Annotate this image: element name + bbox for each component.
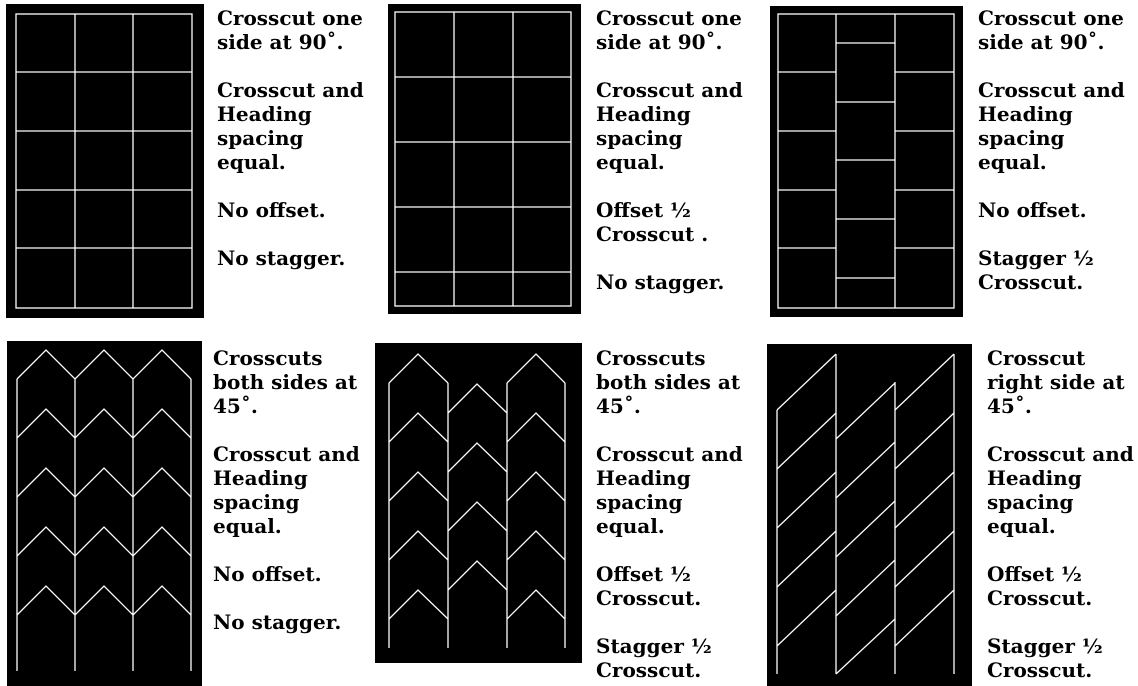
description-line: No stagger. bbox=[217, 246, 346, 270]
chevron-crosscut bbox=[507, 354, 565, 383]
chevron-crosscut bbox=[389, 531, 448, 560]
pattern-description-5 bbox=[596, 346, 761, 682]
description-line: Crosscut and Heading spacing equal. bbox=[213, 442, 360, 538]
diagonal-crosscut bbox=[895, 472, 954, 528]
description-line: Stagger ½ Crosscut. bbox=[987, 634, 1103, 682]
description-line: No offset. bbox=[217, 198, 326, 222]
pattern-diagram-6 bbox=[767, 344, 972, 686]
diagonal-crosscut bbox=[895, 413, 954, 469]
diagonal-crosscut bbox=[836, 501, 895, 557]
chevron-crosscut bbox=[507, 472, 565, 501]
diagonal-crosscut bbox=[895, 531, 954, 587]
diagonal-crosscut bbox=[777, 472, 836, 528]
description-line: No offset. bbox=[213, 562, 322, 586]
pattern-description-2 bbox=[596, 6, 761, 294]
diagram-border bbox=[778, 14, 954, 308]
chevron-crosscut bbox=[448, 561, 507, 590]
chevron-crosscut bbox=[17, 350, 191, 379]
description-line: No stagger. bbox=[213, 610, 342, 634]
diagonal-crosscut bbox=[836, 619, 895, 674]
chevron-crosscut bbox=[389, 472, 448, 501]
chevron-crosscut bbox=[448, 443, 507, 472]
pattern-diagram-2 bbox=[388, 4, 581, 314]
diagonal-crosscut bbox=[836, 560, 895, 616]
description-line: Crosscuts both sides at 45˚. bbox=[596, 346, 741, 418]
pattern-description-1 bbox=[217, 6, 382, 270]
pattern-panel-6 bbox=[767, 344, 972, 686]
description-line: Stagger ½ Crosscut. bbox=[596, 634, 712, 682]
description-line: No stagger. bbox=[596, 270, 725, 294]
description-line: Crosscut one side at 90˚. bbox=[978, 6, 1124, 54]
description-line: Crosscut and Heading spacing equal. bbox=[987, 442, 1134, 538]
description-line: Stagger ½ Crosscut. bbox=[978, 246, 1094, 294]
description-line: No offset. bbox=[978, 198, 1087, 222]
pattern-diagram-3 bbox=[770, 6, 963, 317]
chevron-crosscut bbox=[448, 502, 507, 531]
chevron-crosscut bbox=[389, 413, 448, 442]
chevron-crosscut bbox=[389, 354, 448, 383]
pattern-description-6 bbox=[987, 346, 1138, 682]
chevron-crosscut bbox=[507, 413, 565, 442]
description-line: Crosscut and Heading spacing equal. bbox=[217, 78, 364, 174]
description-line: Crosscut right side at 45˚. bbox=[987, 346, 1125, 418]
diagram-border bbox=[395, 12, 571, 306]
diagonal-crosscut bbox=[777, 413, 836, 469]
description-line: Offset ½ Crosscut . bbox=[596, 198, 709, 246]
chevron-crosscut bbox=[389, 590, 448, 619]
chevron-crosscut bbox=[17, 468, 191, 497]
description-line: Offset ½ Crosscut. bbox=[596, 562, 702, 610]
chevron-crosscut bbox=[17, 527, 191, 556]
diagonal-crosscut bbox=[777, 590, 836, 646]
chevron-crosscut bbox=[448, 384, 507, 413]
pattern-panel-2 bbox=[388, 4, 581, 314]
diagonal-crosscut bbox=[836, 442, 895, 498]
description-line: Crosscut one side at 90˚. bbox=[596, 6, 742, 54]
chevron-crosscut bbox=[507, 590, 565, 619]
pattern-description-3 bbox=[978, 6, 1138, 294]
chevron-crosscut bbox=[17, 409, 191, 438]
pattern-panel-3 bbox=[770, 6, 963, 317]
pattern-panel-5 bbox=[375, 343, 582, 663]
description-line: Crosscuts both sides at 45˚. bbox=[213, 346, 358, 418]
diagonal-crosscut bbox=[836, 383, 895, 439]
diagonal-crosscut bbox=[895, 590, 954, 646]
chevron-crosscut bbox=[17, 586, 191, 615]
description-line: Crosscut and Heading spacing equal. bbox=[978, 78, 1125, 174]
diagram-border bbox=[16, 14, 192, 308]
description-line: Crosscut and Heading spacing equal. bbox=[596, 78, 743, 174]
description-line: Offset ½ Crosscut. bbox=[987, 562, 1093, 610]
pattern-panel-4 bbox=[7, 341, 202, 686]
description-line: Crosscut one side at 90˚. bbox=[217, 6, 363, 54]
pattern-diagram-5 bbox=[375, 343, 582, 663]
description-line: Crosscut and Heading spacing equal. bbox=[596, 442, 743, 538]
pattern-description-4 bbox=[213, 346, 373, 634]
pattern-diagram-1 bbox=[6, 4, 204, 318]
pattern-diagram-4 bbox=[7, 341, 202, 686]
chevron-crosscut bbox=[507, 531, 565, 560]
diagonal-crosscut bbox=[777, 531, 836, 587]
pattern-panel-1 bbox=[6, 4, 204, 318]
diagonal-crosscut bbox=[895, 354, 954, 410]
diagonal-crosscut bbox=[777, 354, 836, 410]
